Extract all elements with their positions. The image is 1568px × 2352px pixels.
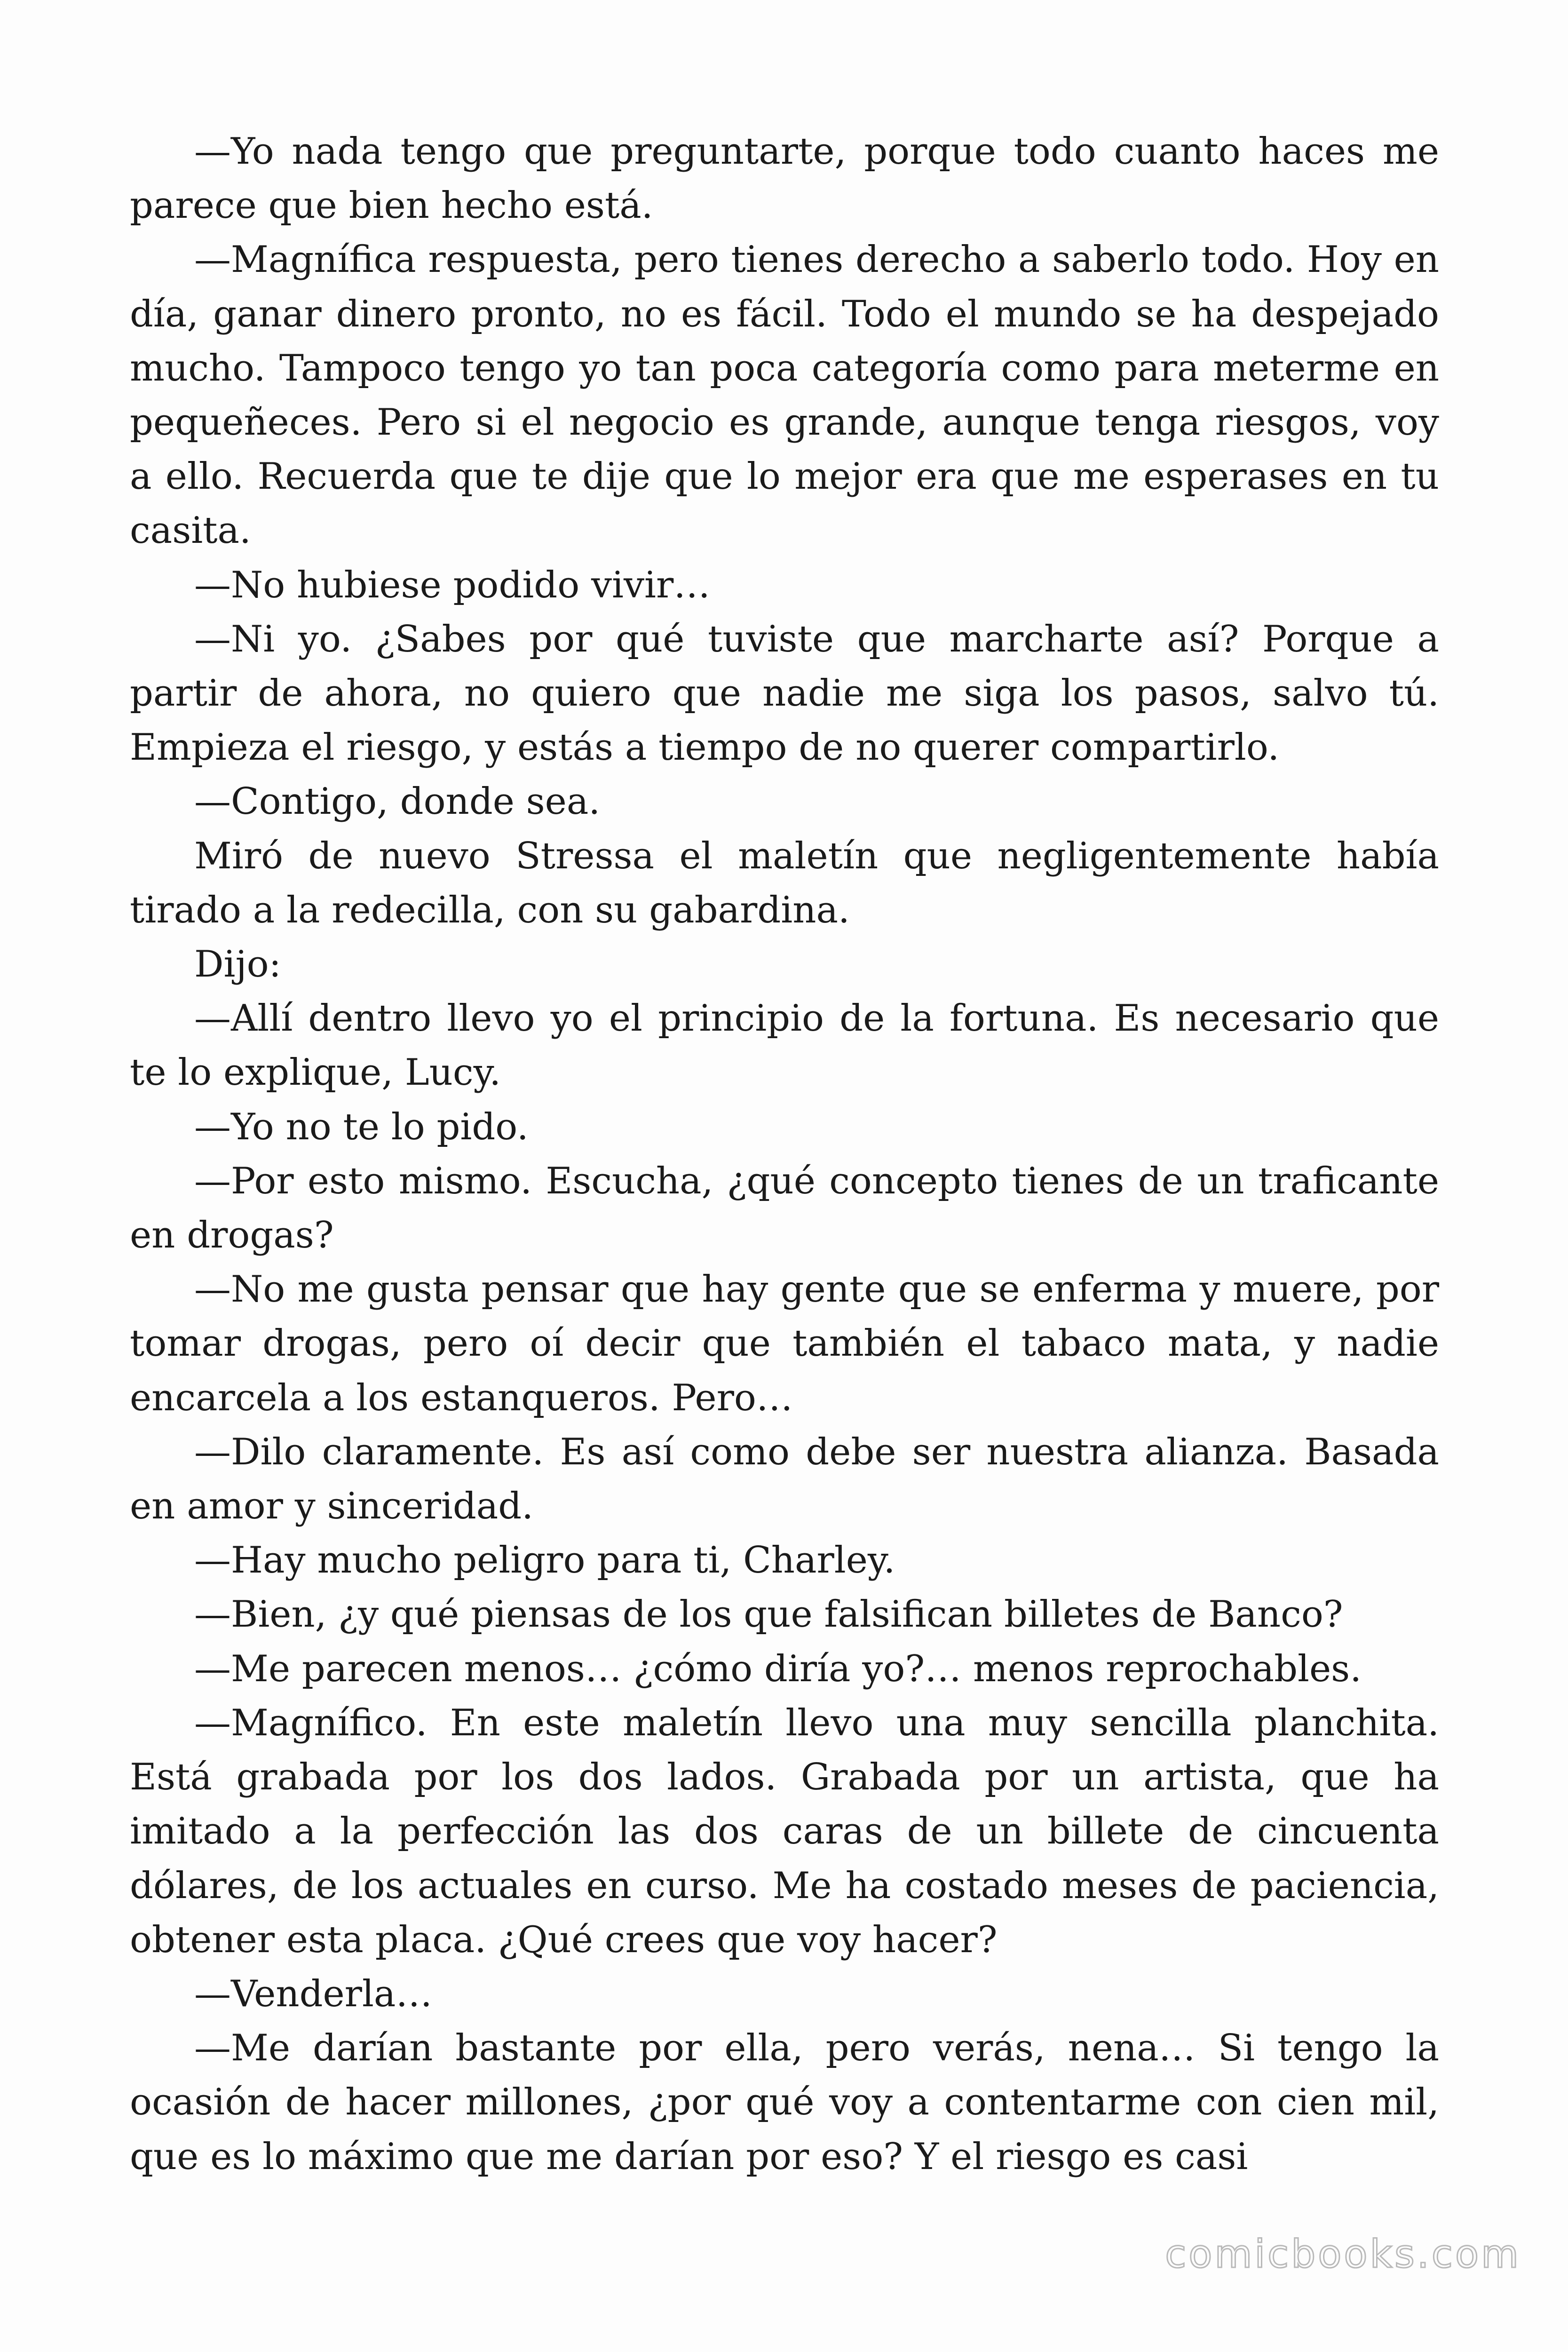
paragraph: —Ni yo. ¿Sabes por qué tuviste que marcharte así? Porque a partir de ahora, no quiero que nadie me siga los pasos, salvo tú. Empieza el riesgo, y estás a tiempo de no querer compartirlo. (130, 618, 1439, 769)
paragraph: —Hay mucho peligro para ti, Charley. (194, 1539, 895, 1582)
paragraph: —Allí dentro llevo yo el principio de la fortuna. Es necesario que te lo explique, Lucy. (130, 997, 1439, 1094)
paragraph: Miró de nuevo Stressa el maletín que negligentemente había tirado a la redecilla, con su gabardina. (130, 834, 1439, 931)
paragraph: —Yo no te lo pido. (194, 1105, 529, 1148)
paragraph: —Magnífico. En este maletín llevo una muy sencilla planchita. Está grabada por los dos lados. Grabada por un artista, que ha imitado a la perfección las dos caras de un billete de cincuenta dólares, de los actuales en curso. Me ha costado meses de paciencia, obtener esta placa. ¿Qué crees que voy hacer? (130, 1701, 1439, 1961)
paragraph: —No me gusta pensar que hay gente que se enferma y muere, por tomar drogas, pero oí decir que también el tabaco mata, y nadie encarcela a los estanqueros. Pero… (130, 1268, 1439, 1419)
paragraph: —No hubiese podido vivir… (194, 564, 711, 606)
paragraph: —Por esto mismo. Escucha, ¿qué concepto tienes de un traficante en drogas? (130, 1160, 1439, 1257)
watermark: comicbooks.com (1165, 2232, 1521, 2277)
page-body (130, 125, 1439, 2184)
paragraph: —Dilo claramente. Es así como debe ser nuestra alianza. Basada en amor y sinceridad. (130, 1430, 1439, 1528)
paragraph: —Bien, ¿y qué piensas de los que falsifican billetes de Banco? (194, 1593, 1343, 1636)
paragraph: —Me darían bastante por ella, pero verás, nena… Si tengo la ocasión de hacer millones, ¿por qué voy a contentarme con cien mil, que es lo máximo que me darían por eso? Y el riesgo es casi (130, 2027, 1439, 2178)
paragraph: —Me parecen menos… ¿cómo diría yo?… menos reprochables. (194, 1647, 1362, 1690)
paragraph: —Contigo, donde sea. (194, 780, 601, 823)
paragraph: Dijo: (194, 943, 281, 986)
paragraph: —Venderla… (194, 1972, 433, 2015)
paragraph: —Magnífica respuesta, pero tienes derecho a saberlo todo. Hoy en día, ganar dinero pronto, no es fácil. Todo el mundo se ha despejado mucho. Tampoco tengo yo tan poca categoría como para meterme en pequeñeces. Pero si el negocio es grande, aunque tenga riesgos, voy a ello. Recuerda que te dije que lo mejor era que me esperases en tu casita. (130, 238, 1439, 552)
paragraph: —Yo nada tengo que preguntarte, porque todo cuanto haces me parece que bien hecho está. (130, 130, 1439, 227)
